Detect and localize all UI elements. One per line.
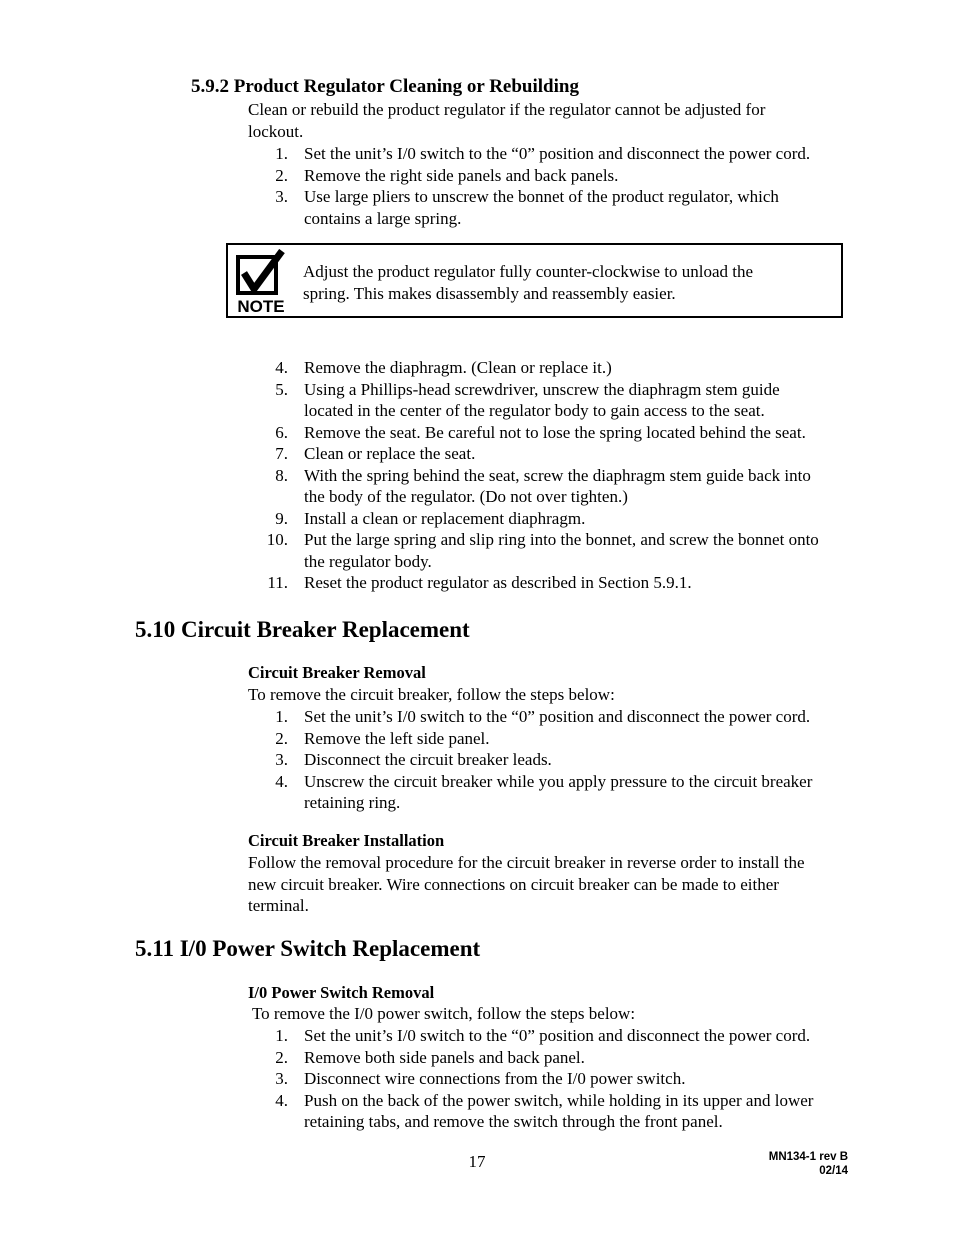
step-text: Remove the seat. Be careful not to lose the spring located behind the seat. [304,422,806,442]
list-item [248,143,888,165]
step-number: 4. [275,1090,288,1110]
step-number: 1. [275,144,288,163]
step-text: Clean or replace the seat. [304,444,476,463]
installation-line: new circuit breaker. Wire connections on circuit breaker can be made to either [248,875,779,894]
list-item [248,379,908,422]
step-text: Using a Phillips-head screwdriver, unscrew the diaphragm stem guide [304,379,780,399]
section-5-9-2-heading: 5.9.2 Product Regulator Cleaning or Rebuilding [191,76,579,97]
step-number: 2. [275,1047,288,1067]
list-item [248,529,908,572]
power-switch-intro: To remove the I/0 power switch, follow the steps below: [248,1004,636,1023]
step-text: Push on the back of the power switch, while holding in its upper and lower [304,1090,814,1110]
document-id [769,1150,848,1178]
list-item [248,572,908,594]
step-text: Install a clean or replacement diaphragm. [304,508,586,528]
note-icon-label: NOTE [237,297,285,315]
document-revision: MN134-1 rev B [768,1151,848,1163]
step-text: With the spring behind the seat, screw the diaphragm stem guide back into [304,465,811,485]
step-text: Use large pliers to unscrew the bonnet of the product regulator, which [304,187,779,206]
step-number: 11. [267,573,288,592]
removal-intro: To remove the circuit breaker, follow the steps below: [248,685,615,704]
power-switch-steps [248,1025,888,1133]
list-item [248,465,908,508]
step-number: 1. [275,1026,288,1045]
steps-list-b [248,357,908,594]
list-item [248,1047,888,1069]
step-text: Set the unit’s I/0 switch to the “0” position and disconnect the power cord. [304,1026,811,1045]
step-text: Disconnect wire connections from the I/0 power switch. [304,1069,686,1088]
note-line: spring. This makes disassembly and reassembly easier. [303,283,676,303]
step-number: 8. [275,465,288,485]
list-item [248,1068,888,1090]
step-number: 1. [275,707,288,726]
step-text: Set the unit’s I/0 switch to the “0” position and disconnect the power cord. [304,707,811,726]
note-line: Adjust the product regulator fully counter-clockwise to unload the [303,262,754,281]
step-text: the body of the regulator. (Do not over tighten.) [304,487,628,506]
list-item [248,422,908,444]
step-number: 2. [275,165,288,185]
list-item [248,443,908,465]
section-5-10-heading: 5.10 Circuit Breaker Replacement [135,617,470,642]
step-text: Put the large spring and slip ring into the bonnet, and screw the bonnet onto [304,530,819,549]
list-item [248,706,888,728]
step-number: 3. [275,750,288,769]
list-item [248,508,908,530]
step-number: 6. [275,422,288,442]
note-box [226,243,843,318]
list-item [248,771,888,814]
page-number: 17 [468,1152,486,1171]
steps-list-a [248,143,888,229]
installation-line: terminal. [248,896,309,915]
list-item [248,1025,888,1047]
intro-line: Clean or rebuild the product regulator if the regulator cannot be adjusted for [248,100,766,119]
step-number: 9. [275,508,288,528]
list-item [248,357,908,379]
step-text: retaining tabs, and remove the switch through the front panel. [304,1112,723,1131]
step-text: contains a large spring. [304,208,462,228]
step-text: retaining ring. [304,793,401,812]
step-text: Unscrew the circuit breaker while you apply pressure to the circuit breaker [304,771,813,791]
step-number: 10. [266,530,288,549]
step-text: Remove the left side panel. [304,728,490,748]
step-number: 3. [275,187,288,206]
note-checkmark-icon [234,249,288,315]
document-date: 02/14 [819,1165,848,1177]
list-item [248,749,888,771]
circuit-breaker-removal-title: Circuit Breaker Removal [248,663,426,682]
list-item [248,728,888,750]
step-text: Remove both side panels and back panel. [304,1047,585,1067]
circuit-breaker-installation-title: Circuit Breaker Installation [248,831,445,850]
step-number: 5. [275,379,288,399]
step-number: 7. [275,444,288,463]
step-number: 4. [275,771,288,791]
step-text: Disconnect the circuit breaker leads. [304,750,552,769]
intro-line: lockout. [248,122,304,141]
step-text: Reset the product regulator as described in Section 5.9.1. [304,573,692,592]
step-number: 2. [275,728,288,748]
step-text: Set the unit’s I/0 switch to the “0” position and disconnect the power cord. [304,144,811,163]
power-switch-removal-title: I/0 Power Switch Removal [248,983,435,1002]
step-number: 4. [275,358,288,377]
list-item [248,1090,888,1133]
step-text: Remove the diaphragm. (Clean or replace it.) [304,358,612,377]
step-text: the regulator body. [304,551,432,571]
section-5-11-heading: 5.11 I/0 Power Switch Replacement [135,936,481,961]
step-text: located in the center of the regulator body to gain access to the seat. [304,401,765,420]
circuit-breaker-steps [248,706,888,814]
step-number: 3. [275,1069,288,1088]
step-text: Remove the right side panels and back panels. [304,165,619,185]
list-item [248,165,888,187]
list-item [248,186,888,229]
installation-line: Follow the removal procedure for the circuit breaker in reverse order to install the [248,853,805,872]
note-text [303,261,823,304]
